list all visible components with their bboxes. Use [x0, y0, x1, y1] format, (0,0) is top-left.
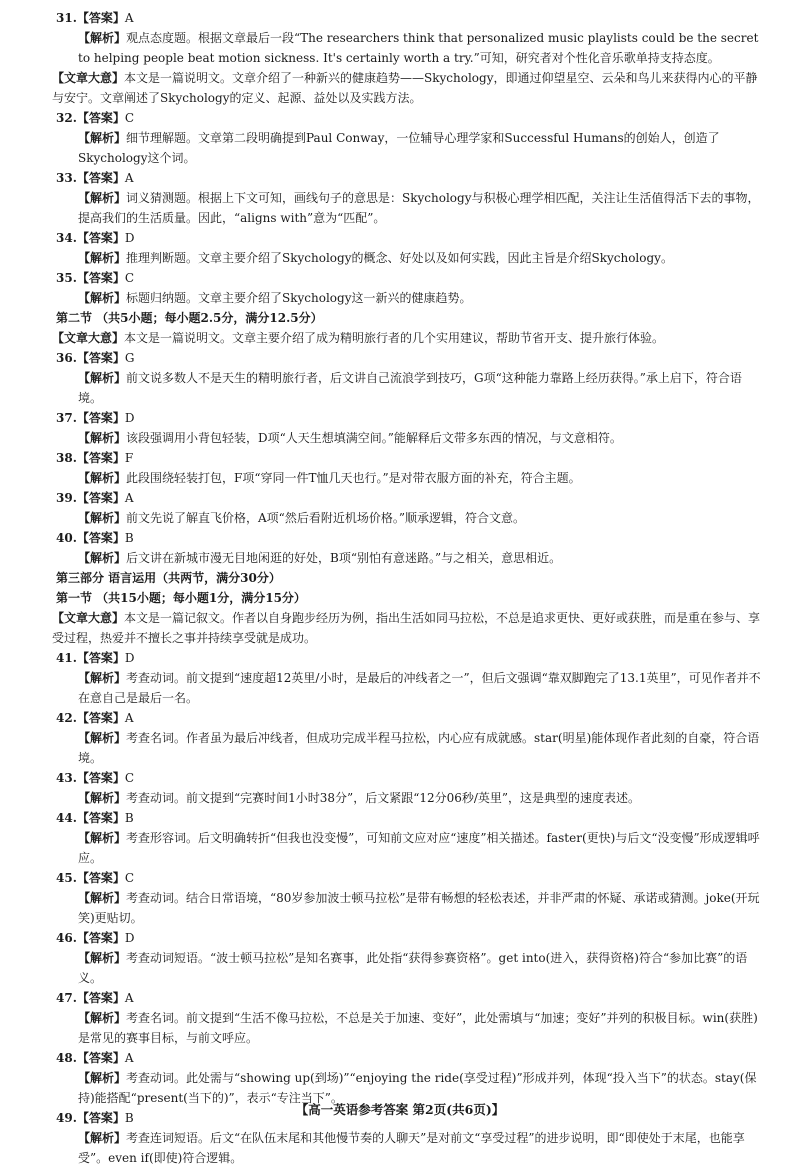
- analysis-label: 【解析】: [78, 951, 127, 965]
- summary-label: 【文章大意】: [52, 331, 125, 345]
- summary-paragraph: [52, 608, 762, 648]
- question-number: 46.: [56, 931, 77, 945]
- analysis-label: 【解析】: [78, 1071, 127, 1085]
- analysis-label: 【解析】: [78, 191, 127, 205]
- answer-value: A: [124, 711, 134, 725]
- paragraph-text: 本文是一篇记叙文。作者以自身跑步经历为例，指出生活如同马拉松，不总是追求更快、更好或获胜，而是重在参与、享受过程，热爱并不擅长之事并持续享受就是成功。: [52, 611, 761, 645]
- analysis-label: 【解析】: [78, 471, 127, 485]
- answer-label: 【答案】: [76, 271, 125, 285]
- question-number: 45.: [56, 871, 77, 885]
- answer-line: [56, 648, 762, 668]
- analysis-paragraph: [56, 128, 762, 168]
- answer-line: [56, 228, 762, 248]
- paragraph-text: 考查名词。前文提到“生活不像马拉松，不总是关于加速、变好”，此处需填与“加速；变好”并列的积极目标。win(获胜)是常见的赛事目标，与前文呼应。: [78, 1011, 758, 1045]
- answer-label: 【答案】: [76, 171, 125, 185]
- answer-label: 【答案】: [76, 111, 125, 125]
- analysis-paragraph: [56, 548, 762, 568]
- analysis-paragraph: [56, 28, 762, 68]
- analysis-label: 【解析】: [78, 131, 127, 145]
- answer-value: C: [124, 111, 135, 125]
- paragraph-text: 前文先说了解直飞价格，A项“然后看附近机场价格。”顺承逻辑，符合文意。: [126, 511, 525, 525]
- analysis-label: 【解析】: [78, 31, 127, 45]
- analysis-paragraph: [56, 428, 762, 448]
- answer-value: D: [124, 651, 135, 665]
- paragraph-text: 考查动词。前文提到“完赛时间1小时38分”，后文紧跟“12分06秒/英里”，这是典型的速度表述。: [126, 791, 641, 805]
- answer-value: F: [124, 451, 134, 465]
- question-number: 34.: [56, 231, 77, 245]
- answer-value: A: [124, 11, 134, 25]
- analysis-paragraph: [56, 788, 762, 808]
- analysis-label: 【解析】: [78, 891, 127, 905]
- answer-label: 【答案】: [76, 1051, 125, 1065]
- analysis-label: 【解析】: [78, 1131, 127, 1145]
- page-footer: 【高一英语参考答案 第2页(共6页)】: [295, 1102, 505, 1117]
- answer-line: [56, 868, 762, 888]
- paragraph-text: 后文讲在新城市漫无目地闲逛的好处，B项“别怕有意迷路。”与之相关，意思相近。: [126, 551, 562, 565]
- question-number: 41.: [56, 651, 77, 665]
- answer-label: 【答案】: [76, 1111, 125, 1125]
- analysis-paragraph: [56, 728, 762, 768]
- answer-value: B: [124, 531, 134, 545]
- analysis-label: 【解析】: [78, 291, 127, 305]
- question-number: 39.: [56, 491, 77, 505]
- question-number: 36.: [56, 351, 77, 365]
- question-number: 43.: [56, 771, 77, 785]
- paragraph-text: 此段围绕轻装打包，F项“穿同一件T恤几天也行。”是对带衣服方面的补充，符合主题。: [126, 471, 581, 485]
- paragraph-text: 考查名词。作者虽为最后冲线者，但成功完成半程马拉松，内心应有成就感。star(明星)能体现作者此刻的自豪，符合语境。: [78, 731, 760, 765]
- answer-value: D: [124, 931, 135, 945]
- answer-line: [56, 708, 762, 728]
- question-number: 42.: [56, 711, 77, 725]
- section-heading: 第三部分 语言运用（共两节，满分30分）: [56, 571, 281, 585]
- question-number: 33.: [56, 171, 77, 185]
- analysis-label: 【解析】: [78, 371, 127, 385]
- answer-label: 【答案】: [76, 351, 125, 365]
- paragraph-text: 本文是一篇说明文。文章介绍了一种新兴的健康趋势——Skychology，即通过仰望星空、云朵和鸟儿来获得内心的平静与安宁。文章阐述了Skychology的定义、起源、益处以及实践方法。: [52, 71, 758, 105]
- question-number: 37.: [56, 411, 77, 425]
- answer-label: 【答案】: [76, 451, 125, 465]
- answer-line: [56, 8, 762, 28]
- analysis-label: 【解析】: [78, 1011, 127, 1025]
- analysis-paragraph: [56, 828, 762, 868]
- section-heading: 第一节 （共15小题；每小题1分，满分15分）: [56, 591, 306, 605]
- analysis-paragraph: [56, 888, 762, 928]
- analysis-paragraph: [56, 508, 762, 528]
- answer-line: [56, 528, 762, 548]
- analysis-label: 【解析】: [78, 731, 127, 745]
- answer-value: C: [124, 271, 135, 285]
- answer-line: [56, 768, 762, 788]
- question-number: 40.: [56, 531, 77, 545]
- answer-label: 【答案】: [76, 931, 125, 945]
- paragraph-text: 考查动词。前文提到“速度超12英里/小时，是最后的冲线者之一”，但后文强调“靠双脚跑完了13.1英里”，可见作者并不在意自己是最后一名。: [78, 671, 761, 705]
- analysis-label: 【解析】: [78, 431, 127, 445]
- paragraph-text: 标题归纳题。文章主要介绍了Skychology这一新兴的健康趋势。: [126, 291, 472, 305]
- answer-line: [56, 448, 762, 468]
- paragraph-text: 词义猜测题。根据上下文可知，画线句子的意思是：Skychology与积极心理学相匹配，关注让生活值得活下去的事物，提高我们的生活质量。因此，“aligns with”意为“匹配”。: [78, 191, 760, 225]
- answer-label: 【答案】: [76, 711, 125, 725]
- answer-line: [56, 268, 762, 288]
- answer-label: 【答案】: [76, 811, 125, 825]
- answer-label: 【答案】: [76, 11, 125, 25]
- answer-value: D: [124, 411, 135, 425]
- paragraph-text: 推理判断题。文章主要介绍了Skychology的概念、好处以及如何实践，因此主旨是介绍Skychology。: [126, 251, 673, 265]
- question-number: 49.: [56, 1111, 77, 1125]
- answer-value: C: [124, 771, 135, 785]
- question-number: 31.: [56, 11, 77, 25]
- answer-line: [56, 488, 762, 508]
- paragraph-text: 细节理解题。文章第二段明确提到Paul Conway，一位辅导心理学家和Successful Humans的创始人，创造了Skychology这个词。: [78, 131, 720, 165]
- question-number: 32.: [56, 111, 77, 125]
- paragraph-text: 考查连词短语。后文“在队伍末尾和其他慢节奏的人聊天”是对前文“享受过程”的进步说明，即“即使处于末尾，也能享受”。even if(即使)符合逻辑。: [78, 1131, 745, 1165]
- summary-label: 【文章大意】: [52, 71, 125, 85]
- analysis-label: 【解析】: [78, 791, 127, 805]
- paragraph-text: 前文说多数人不是天生的精明旅行者，后文讲自己流浪学到技巧，G项“这种能力靠路上经历获得。”承上启下，符合语境。: [78, 371, 742, 405]
- answer-value: B: [124, 811, 134, 825]
- analysis-label: 【解析】: [78, 251, 127, 265]
- paragraph-text: 本文是一篇说明文。文章主要介绍了成为精明旅行者的几个实用建议，帮助节省开支、提升旅行体验。: [124, 331, 665, 345]
- answer-line: [56, 408, 762, 428]
- answer-line: [56, 808, 762, 828]
- answer-content: [52, 8, 762, 1168]
- paragraph-text: 观点态度题。根据文章最后一段“The researchers think that personalized music playlists could be the secret to helping people beat motion sickness. It's certainly worth a try.”可知，研究者对个性化音乐歌单持支持态度。: [78, 31, 759, 65]
- analysis-paragraph: [56, 188, 762, 228]
- analysis-label: 【解析】: [78, 671, 127, 685]
- question-number: 35.: [56, 271, 77, 285]
- answer-label: 【答案】: [76, 231, 125, 245]
- question-number: 38.: [56, 451, 77, 465]
- answer-line: [56, 108, 762, 128]
- summary-label: 【文章大意】: [52, 611, 125, 625]
- question-number: 44.: [56, 811, 77, 825]
- answer-label: 【答案】: [76, 651, 125, 665]
- summary-paragraph: [52, 68, 762, 108]
- answer-value: C: [124, 871, 135, 885]
- answer-line: [56, 928, 762, 948]
- paragraph-text: 该段强调用小背包轻装，D项“人天生想填满空间。”能解释后文带多东西的情况，与文意相符。: [126, 431, 622, 445]
- answer-value: D: [124, 231, 135, 245]
- analysis-label: 【解析】: [78, 511, 127, 525]
- answer-label: 【答案】: [76, 771, 125, 785]
- analysis-label: 【解析】: [78, 551, 127, 565]
- paragraph-text: 考查形容词。后文明确转折“但我也没变慢”，可知前文应对应“速度”相关描述。faster(更快)与后文“没变慢”形成逻辑呼应。: [78, 831, 760, 865]
- answer-label: 【答案】: [76, 871, 125, 885]
- analysis-paragraph: [56, 368, 762, 408]
- answer-label: 【答案】: [76, 531, 125, 545]
- analysis-paragraph: [56, 468, 762, 488]
- analysis-paragraph: [56, 948, 762, 988]
- analysis-paragraph: [56, 668, 762, 708]
- answer-value: A: [124, 991, 134, 1005]
- analysis-paragraph: [56, 1128, 762, 1168]
- summary-paragraph: [52, 328, 762, 348]
- analysis-paragraph: [56, 288, 762, 308]
- answer-value: A: [124, 491, 134, 505]
- paragraph-text: 考查动词短语。“波士顿马拉松”是知名赛事，此处指“获得参赛资格”。get into(进入，获得资格)符合“参加比赛”的语义。: [78, 951, 748, 985]
- question-number: 48.: [56, 1051, 77, 1065]
- answer-label: 【答案】: [76, 991, 125, 1005]
- paragraph-text: 考查动词。此处需与“showing up(到场)”“enjoying the ride(享受过程)”形成并列，体现“投入当下”的状态。stay(保持)能搭配“present(当下的)”，表示“专注当下”。: [78, 1071, 757, 1105]
- analysis-paragraph: [56, 1008, 762, 1048]
- answer-value: B: [124, 1111, 134, 1125]
- analysis-paragraph: [56, 248, 762, 268]
- answer-line: [56, 168, 762, 188]
- question-number: 47.: [56, 991, 77, 1005]
- analysis-label: 【解析】: [78, 831, 127, 845]
- answer-label: 【答案】: [76, 411, 125, 425]
- section-heading: 第二节 （共5小题；每小题2.5分，满分12.5分）: [56, 311, 323, 325]
- answer-value: A: [124, 171, 134, 185]
- answer-line: [56, 988, 762, 1008]
- paragraph-text: 考查动词。结合日常语境，“80岁参加波士顿马拉松”是带有畅想的轻松表述，并非严肃的怀疑、承诺或猜测。joke(开玩笑)更贴切。: [78, 891, 760, 925]
- answer-line: [56, 1048, 762, 1068]
- answer-value: G: [124, 351, 135, 365]
- answer-label: 【答案】: [76, 491, 125, 505]
- answer-value: A: [124, 1051, 134, 1065]
- answer-line: [56, 348, 762, 368]
